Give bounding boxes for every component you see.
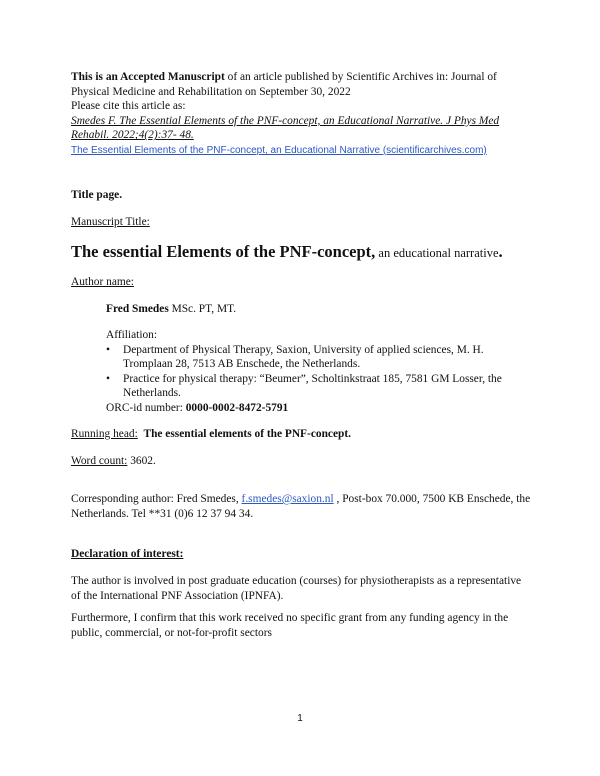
word-count-label: Word count: — [71, 455, 128, 467]
affiliation-item: • Department of Physical Therapy, Saxion, University of applied sciences, M. H. Tromplaan 28, 7513 AB Enschede, the Netherlands. — [106, 343, 531, 372]
title-bold: The essential Elements of the PNF-concept, — [71, 242, 376, 261]
affiliation-item: • Practice for physical therapy: “Beumer”, Scholtinkstraat 185, 7581 GM Losser, the Netherlands. — [106, 372, 531, 401]
citation: Smedes F. The Essential Elements of the PNF-concept, an Educational Narrative. J Phys Med Rehabil. 2022;4(2):37- 48. — [71, 114, 500, 142]
running-head-label: Running head: — [71, 428, 138, 440]
author-email-link[interactable]: f.smedes@saxion.nl — [241, 493, 334, 505]
corresponding-intro: Corresponding author: Fred Smedes, — [71, 493, 242, 505]
orcid-label: ORC-id number: — [106, 401, 186, 414]
corresponding-address: , Post-box 70.000, 7500 KB Enschede, the Netherlands. Tel **31 (0)6 12 37 94 34. — [71, 493, 531, 520]
accepted-manuscript-notice — [71, 70, 531, 159]
cite-intro: Please cite this article as: — [71, 100, 186, 113]
publication-info: of an article published by Scientific Archives in: Journal of Physical Medicine and Rehabilitation on September 30, 2022 — [71, 71, 497, 98]
running-head — [71, 427, 531, 442]
title-period: . — [498, 242, 503, 261]
running-head-value: The essential elements of the PNF-concept. — [143, 428, 351, 440]
author-name: Fred Smedes — [106, 303, 169, 315]
article-link[interactable]: The Essential Elements of the PNF-concept, an Educational Narrative (scientificarchives.com) — [71, 144, 487, 156]
page-number: 1 — [297, 713, 303, 724]
orcid-value: 0000-0002-8472-5791 — [185, 401, 289, 414]
author-name-label: Author name: — [71, 276, 134, 288]
title-page-label: Title page. — [71, 189, 123, 201]
affiliation-label: Affiliation: — [106, 329, 158, 341]
word-count — [71, 454, 531, 469]
corresponding-author — [71, 492, 531, 521]
declaration-paragraph-2: Furthermore, I confirm that this work received no specific grant from any funding agency in the public, commercial, or not-for-profit sectors — [71, 612, 509, 639]
title-rest: an educational narrative — [375, 246, 499, 260]
accepted-manuscript-label: This is an Accepted Manuscript — [71, 71, 225, 83]
declaration-heading: Declaration of interest: — [71, 548, 184, 560]
manuscript-title — [71, 242, 551, 263]
affiliation-list — [106, 343, 531, 401]
author-line — [106, 302, 566, 317]
orcid-line — [106, 401, 531, 416]
declaration-paragraph-1: The author is involved in post graduate education (courses) for physiotherapists as a representative of the International PNF Association (IPNFA). — [71, 575, 522, 602]
manuscript-title-label: Manuscript Title: — [71, 216, 150, 228]
word-count-value: 3602. — [127, 455, 156, 467]
affiliation-block — [106, 328, 531, 416]
author-credentials: MSc. PT, MT. — [168, 303, 237, 315]
